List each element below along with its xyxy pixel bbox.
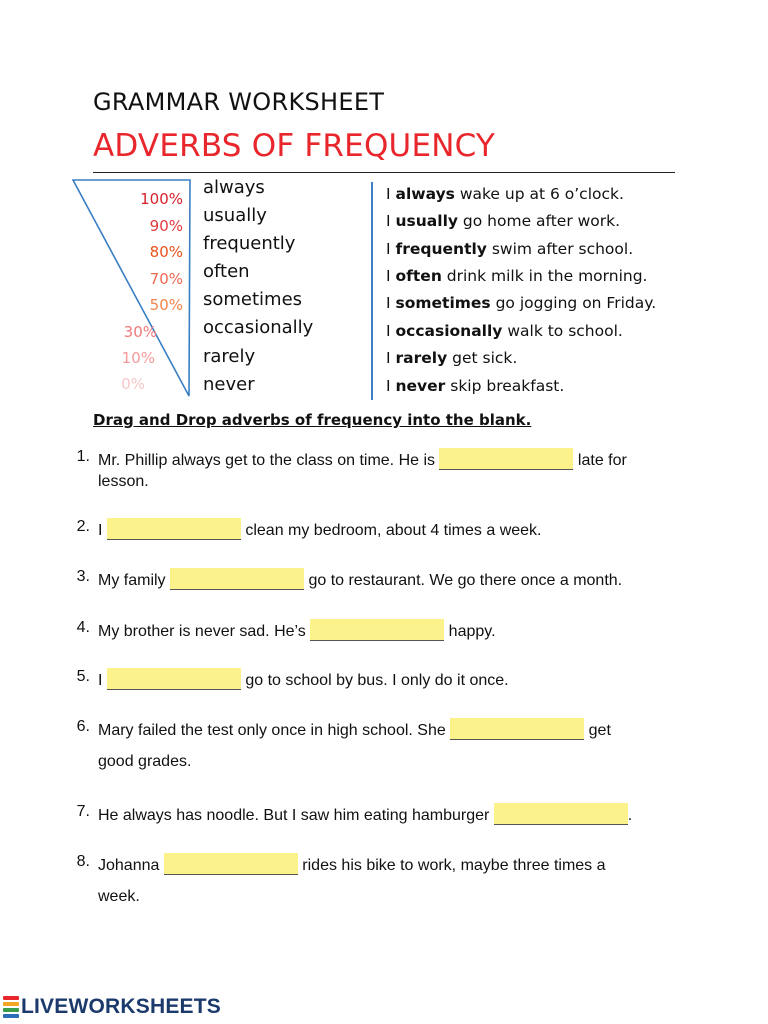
- frequency-percent: 0%: [121, 375, 145, 393]
- frequency-adverb: frequently: [203, 233, 296, 254]
- example-sentence: [386, 294, 656, 312]
- example-sentence: [386, 377, 564, 395]
- question-text-before: I: [98, 672, 107, 689]
- example-rest: go home after work.: [457, 212, 621, 230]
- question-text-after: go to school by bus. I only do it once.: [240, 672, 509, 689]
- question-number: 8.: [76, 853, 90, 870]
- question-text-after: late for: [573, 452, 627, 469]
- question-line: [98, 448, 627, 470]
- example-sentence: [386, 240, 633, 258]
- question-line: [98, 518, 541, 540]
- worksheet-subtitle: ADVERBS OF FREQUENCY: [93, 128, 496, 164]
- example-adverb: occasionally: [395, 322, 503, 340]
- question-text-after: happy.: [444, 623, 496, 640]
- frequency-percent: 30%: [123, 323, 157, 341]
- footer-logo: [3, 995, 221, 1019]
- question-text-before: I: [98, 522, 107, 539]
- example-adverb: frequently: [395, 240, 487, 258]
- question-number: 7.: [76, 803, 90, 820]
- question-number: 6.: [76, 718, 90, 735]
- frequency-adverb: rarely: [203, 346, 256, 367]
- question-line: [98, 668, 509, 690]
- question-text-after: go to restaurant. We go there once a month.: [304, 572, 623, 589]
- frequency-adverb: usually: [203, 205, 267, 226]
- answer-drop-blank[interactable]: [439, 448, 573, 470]
- question-number: 5.: [76, 668, 90, 685]
- question-line: [98, 718, 611, 740]
- frequency-adverb: sometimes: [203, 289, 303, 310]
- question-number: 3.: [76, 568, 90, 585]
- frequency-adverb: occasionally: [203, 317, 314, 338]
- example-rest: walk to school.: [502, 322, 623, 340]
- question-line: [98, 803, 632, 825]
- example-sentence: [386, 349, 517, 367]
- example-adverb: usually: [395, 212, 458, 230]
- frequency-adverb: never: [203, 374, 255, 395]
- example-rest: wake up at 6 o’clock.: [454, 185, 624, 203]
- column-divider: [371, 182, 373, 400]
- header-divider: [93, 172, 675, 173]
- example-prefix: I: [386, 185, 396, 203]
- example-adverb: never: [395, 377, 446, 395]
- example-rest: get sick.: [447, 349, 518, 367]
- question-line: [98, 853, 606, 875]
- liveworksheets-logo-icon: [3, 996, 19, 1018]
- frequency-adverb: often: [203, 261, 250, 282]
- question-text-before: Mr. Phillip always get to the class on time. He is: [98, 452, 440, 469]
- question-text-before: My family: [98, 572, 170, 589]
- frequency-adverb: always: [203, 177, 265, 198]
- question-continuation: week.: [98, 888, 140, 905]
- example-rest: drink milk in the morning.: [441, 267, 648, 285]
- example-sentence: [386, 212, 620, 230]
- question-number: 4.: [76, 619, 90, 636]
- answer-drop-blank[interactable]: [494, 803, 628, 825]
- example-adverb: always: [395, 185, 455, 203]
- answer-drop-blank[interactable]: [170, 568, 304, 590]
- example-sentence: [386, 322, 623, 340]
- answer-drop-blank[interactable]: [164, 853, 298, 875]
- frequency-percent: 80%: [149, 243, 183, 261]
- example-prefix: I: [386, 240, 396, 258]
- question-number: 2.: [76, 518, 90, 535]
- answer-drop-blank[interactable]: [450, 718, 584, 740]
- answer-drop-blank[interactable]: [107, 518, 241, 540]
- question-line: [98, 568, 622, 590]
- frequency-percent: 70%: [149, 270, 183, 288]
- answer-drop-blank[interactable]: [107, 668, 241, 690]
- question-text-after: .: [627, 807, 633, 824]
- frequency-percent: 100%: [140, 190, 183, 208]
- example-rest: skip breakfast.: [445, 377, 565, 395]
- question-continuation: good grades.: [98, 753, 192, 770]
- question-text-before: Johanna: [98, 857, 164, 874]
- example-adverb: rarely: [395, 349, 448, 367]
- question-text-before: He always has noodle. But I saw him eating hamburger: [98, 807, 494, 824]
- question-text-after: get: [584, 722, 611, 739]
- worksheet-title: GRAMMAR WORKSHEET: [93, 88, 385, 116]
- example-adverb: sometimes: [395, 294, 491, 312]
- example-rest: go jogging on Friday.: [490, 294, 657, 312]
- example-sentence: [386, 185, 624, 203]
- question-line: [98, 619, 496, 641]
- example-prefix: I: [386, 377, 396, 395]
- example-prefix: I: [386, 267, 396, 285]
- question-text-after: clean my bedroom, about 4 times a week.: [240, 522, 542, 539]
- frequency-percent: 50%: [149, 296, 183, 314]
- frequency-percent: 90%: [149, 217, 183, 235]
- question-continuation: lesson.: [98, 473, 149, 490]
- question-text-before: Mary failed the test only once in high school. She: [98, 722, 451, 739]
- example-prefix: I: [386, 294, 396, 312]
- answer-drop-blank[interactable]: [310, 619, 444, 641]
- instruction-text: Drag and Drop adverbs of frequency into the blank.: [93, 411, 532, 429]
- question-number: 1.: [76, 448, 90, 465]
- example-adverb: often: [395, 267, 442, 285]
- logo-text: LIVEWORKSHEETS: [21, 995, 221, 1018]
- question-text-after: rides his bike to work, maybe three times a: [297, 857, 606, 874]
- example-prefix: I: [386, 349, 396, 367]
- example-rest: swim after school.: [486, 240, 634, 258]
- question-text-before: My brother is never sad. He’s: [98, 623, 311, 640]
- frequency-percent: 10%: [121, 349, 155, 367]
- example-prefix: I: [386, 322, 396, 340]
- example-sentence: [386, 267, 647, 285]
- example-prefix: I: [386, 212, 396, 230]
